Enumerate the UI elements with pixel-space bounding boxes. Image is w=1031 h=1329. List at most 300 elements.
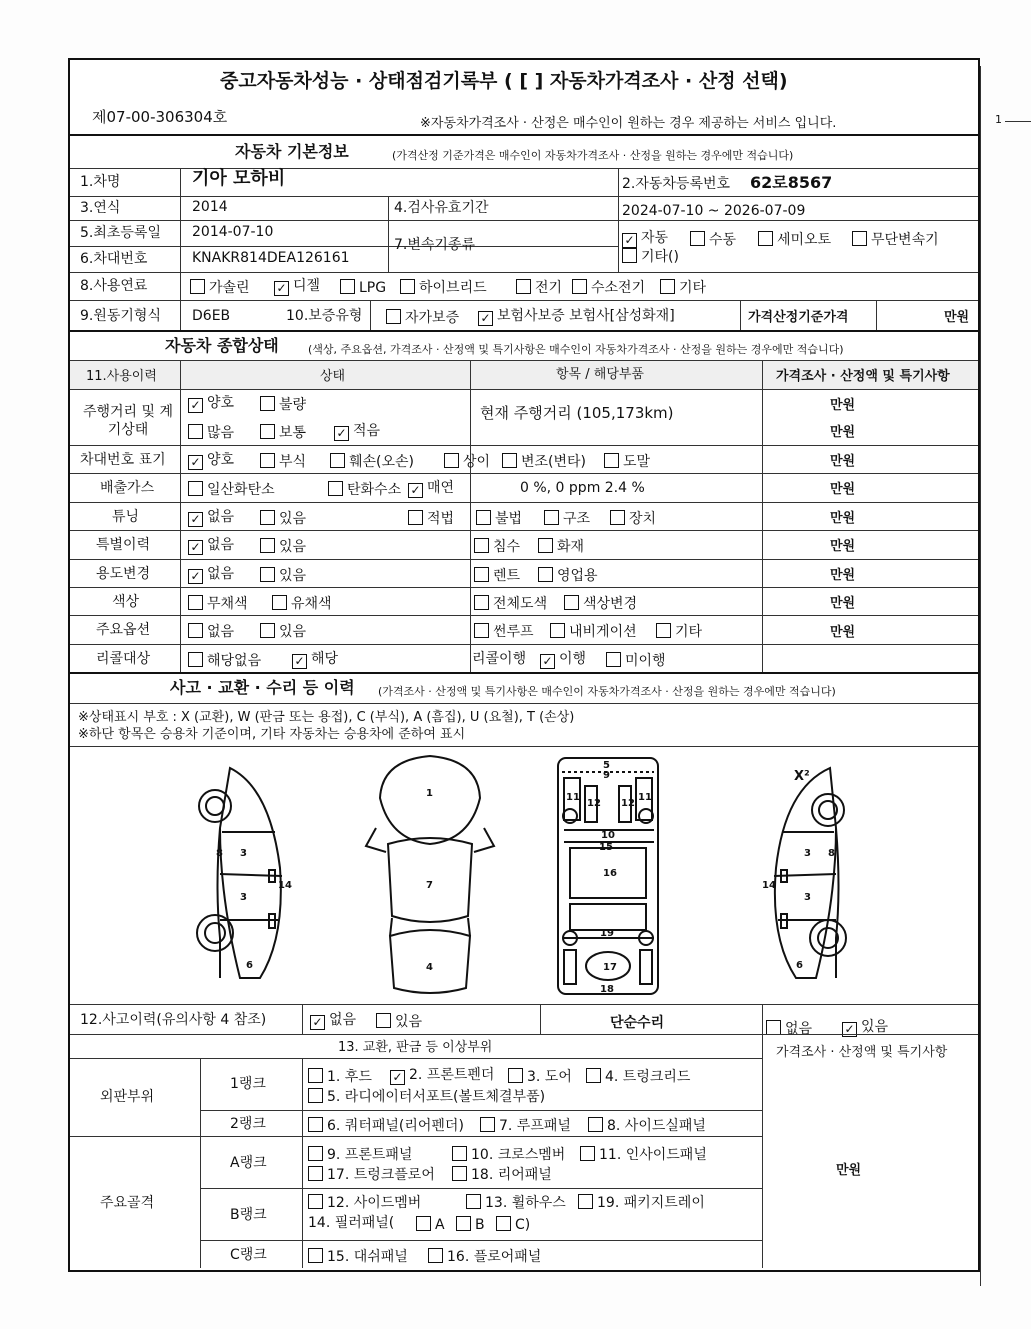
- option-label: 전기: [535, 280, 563, 296]
- vin-value: KNAKR814DEA126161: [192, 250, 350, 266]
- first-reg-label: 5.최초등록일: [80, 225, 161, 241]
- rank2-r-option[interactable]: [588, 1117, 706, 1133]
- rankA-r1-option[interactable]: [308, 1146, 412, 1162]
- option-label: 없음: [207, 624, 235, 640]
- checkbox-icon[interactable]: [476, 510, 491, 525]
- emission-values: 0 %, 0 ppm 2.4 %: [520, 480, 645, 496]
- rank1-r2-option[interactable]: [308, 1088, 545, 1104]
- vin-mark-opts-option[interactable]: [330, 453, 414, 469]
- year-label: 3.연식: [80, 200, 121, 216]
- price-base-label: 가격산정기준가격: [748, 310, 849, 325]
- checkbox-icon[interactable]: [444, 453, 459, 468]
- special-items-option[interactable]: [538, 538, 584, 554]
- rankB-r2-option[interactable]: [456, 1216, 485, 1232]
- recall-done-opts-option[interactable]: [606, 652, 666, 668]
- odo-price-unit-2: 만원: [830, 425, 856, 440]
- checkbox-icon[interactable]: [428, 1248, 443, 1263]
- checkbox-icon[interactable]: [622, 233, 637, 248]
- option-label: 보통: [279, 425, 307, 441]
- reg-no-label: 2.자동차등록번호: [622, 176, 731, 192]
- vin-mark-opts-option[interactable]: [502, 453, 586, 469]
- purpose-opts-option[interactable]: [260, 567, 306, 583]
- accident-note: (가격조사 · 산정액 및 특기사항은 매수인이 자동차가격조사 · 산정을 원하는 경우에만 적습니다): [378, 685, 836, 698]
- first-reg-value: 2014-07-10: [192, 224, 274, 240]
- option-label: 유채색: [291, 596, 332, 612]
- purpose-items-option[interactable]: [538, 567, 598, 583]
- option-label: 훼손(오손): [349, 454, 415, 470]
- simple-repair-label: 단순수리: [610, 1015, 665, 1031]
- checkbox-icon[interactable]: [340, 279, 355, 294]
- odo-r2-option[interactable]: [260, 424, 306, 440]
- checkbox-icon[interactable]: [330, 453, 345, 468]
- checkbox-icon[interactable]: [260, 396, 275, 411]
- checkbox-icon[interactable]: [308, 1248, 323, 1263]
- trans-opts-option[interactable]: [852, 231, 939, 247]
- recall-opts-option[interactable]: [188, 652, 261, 668]
- svg-text:3: 3: [804, 892, 811, 903]
- checkbox-icon[interactable]: [292, 654, 307, 669]
- option-label: 수동: [709, 232, 737, 248]
- parts-price-unit: 만원: [836, 1163, 862, 1178]
- special-items-option[interactable]: [474, 538, 520, 554]
- option-label: 구조: [563, 511, 591, 527]
- checkbox-icon[interactable]: [274, 281, 289, 296]
- car-left-side-view: [197, 768, 282, 978]
- checkbox-icon[interactable]: [308, 1194, 323, 1209]
- checkbox-icon[interactable]: [466, 1194, 481, 1209]
- engine-label: 9.원동기형식: [80, 308, 161, 324]
- option-label: 무단변속기: [871, 232, 939, 248]
- checkbox-icon[interactable]: [852, 231, 867, 246]
- options-items-option[interactable]: [550, 623, 637, 639]
- checkbox-icon[interactable]: [474, 538, 489, 553]
- rankA-r1-option[interactable]: [580, 1146, 707, 1162]
- reg-no-value: 62로8567: [750, 173, 833, 192]
- rank1-r1-option[interactable]: [390, 1068, 494, 1085]
- svg-text:19: 19: [600, 928, 614, 939]
- checkbox-icon[interactable]: [260, 567, 275, 582]
- option-label: 19. 패키지트레이: [597, 1195, 705, 1211]
- tuning-label: 튜닝: [112, 509, 140, 525]
- rank2-label: 2랭크: [230, 1116, 266, 1132]
- option-label: 9. 프론트패널: [327, 1147, 413, 1163]
- option-label: 2. 프론트펜더: [409, 1067, 495, 1083]
- rankA-label: A랭크: [230, 1155, 267, 1171]
- history-opts-option[interactable]: [376, 1013, 422, 1029]
- special-opts-option[interactable]: [188, 538, 234, 555]
- svg-text:17: 17: [603, 962, 617, 973]
- trans-opts-option[interactable]: [758, 231, 831, 247]
- checkbox-icon[interactable]: [606, 652, 621, 667]
- checkbox-icon[interactable]: [690, 231, 705, 246]
- tuning-opts-option[interactable]: [188, 510, 234, 527]
- emission-opts-option[interactable]: [188, 481, 275, 497]
- checkbox-icon[interactable]: [610, 510, 625, 525]
- option-label: 양호: [207, 452, 235, 468]
- svg-text:7: 7: [426, 880, 433, 891]
- option-label: 무채색: [207, 596, 248, 612]
- odo-price-unit-1: 만원: [830, 398, 856, 413]
- col-item: 항목 / 해당부품: [556, 367, 644, 382]
- rankB-r2-option[interactable]: [496, 1216, 530, 1232]
- checkbox-icon[interactable]: [188, 595, 203, 610]
- option-label: 없음: [207, 566, 235, 582]
- checkbox-icon[interactable]: [308, 1117, 323, 1132]
- checkbox-icon[interactable]: [478, 311, 493, 326]
- vin-mark-opts-option[interactable]: [444, 453, 490, 469]
- adjacent-page-mark: 1: [995, 113, 1002, 126]
- checkbox-icon[interactable]: [408, 510, 423, 525]
- checkbox-icon[interactable]: [656, 623, 671, 638]
- checkbox-icon[interactable]: [188, 455, 203, 470]
- tuning-items-option[interactable]: [408, 510, 454, 526]
- recall-opts-option[interactable]: [292, 652, 338, 669]
- option-label: 있음: [279, 568, 307, 584]
- checkbox-icon[interactable]: [572, 279, 587, 294]
- checkbox-icon[interactable]: [766, 1020, 781, 1035]
- option-label: 해당: [311, 651, 339, 667]
- vin-price-unit: 만원: [830, 454, 856, 469]
- svg-text:10: 10: [601, 830, 615, 841]
- trans-opts-option[interactable]: [622, 231, 668, 248]
- checkbox-icon[interactable]: [544, 510, 559, 525]
- option-label: 수소전기: [591, 280, 646, 296]
- warranty-opts-option[interactable]: [386, 309, 459, 325]
- options-label: 주요옵션: [96, 622, 151, 638]
- options-items-option[interactable]: [656, 623, 702, 639]
- checkbox-icon[interactable]: [474, 567, 489, 582]
- fuel-label: 8.사용연료: [80, 278, 148, 294]
- option-label: 적법: [427, 511, 455, 527]
- color-items-option[interactable]: [564, 595, 637, 611]
- rankA-r2-option[interactable]: [308, 1166, 435, 1182]
- fuel-opts-option[interactable]: [516, 279, 562, 295]
- option-label: 12. 사이드멤버: [327, 1195, 422, 1211]
- checkbox-icon[interactable]: [188, 512, 203, 527]
- checkbox-icon[interactable]: [260, 510, 275, 525]
- option-label: 있음: [279, 539, 307, 555]
- fuel-opts-option[interactable]: [400, 279, 487, 295]
- color-opts-option[interactable]: [188, 595, 248, 611]
- option-label: 불량: [279, 397, 307, 413]
- special-price-unit: 만원: [830, 539, 856, 554]
- adjacent-page-edge: [980, 66, 1031, 1286]
- rank1-r1-option[interactable]: [586, 1068, 690, 1084]
- recall-done-opts-option[interactable]: [540, 652, 586, 669]
- svg-text:1: 1: [426, 788, 433, 799]
- option-label: B: [475, 1217, 485, 1233]
- checkbox-icon[interactable]: [400, 279, 415, 294]
- checkbox-icon[interactable]: [580, 1146, 595, 1161]
- overall-title: 자동차 종합상태: [165, 336, 279, 355]
- option-label: 11. 인사이드패널: [599, 1147, 707, 1163]
- option-label: 없음: [785, 1021, 813, 1037]
- checkbox-icon[interactable]: [538, 538, 553, 553]
- rankB-r1-option[interactable]: [466, 1194, 566, 1210]
- fuel-opts-option[interactable]: [660, 279, 706, 295]
- frame-label: 주요골격: [100, 1195, 155, 1211]
- option-label: 기타: [679, 280, 707, 296]
- year-value: 2014: [192, 199, 228, 215]
- basic-info-note: (가격산정 기준가격은 매수인이 자동차가격조사 · 산정을 원하는 경우에만 적습니다): [392, 149, 794, 162]
- option-label: 영업용: [557, 568, 598, 584]
- option-label: 변조(변타): [521, 454, 587, 470]
- fuel-opts-option[interactable]: [190, 279, 250, 295]
- parts-header: 13. 교환, 판금 등 이상부위: [338, 1040, 493, 1055]
- rankB-r1-option[interactable]: [308, 1194, 421, 1210]
- option-label: 해당없음: [207, 653, 262, 669]
- option-label: 전체도색: [493, 596, 548, 612]
- odo-r2-option[interactable]: [188, 424, 234, 440]
- option-label: 자가보증: [405, 310, 460, 326]
- tuning-price-unit: 만원: [830, 511, 856, 526]
- history-opts-option[interactable]: [310, 1013, 356, 1030]
- checkbox-icon[interactable]: [308, 1068, 323, 1083]
- recall-label: 리콜대상: [96, 651, 151, 667]
- option-label: 내비게이션: [569, 624, 637, 640]
- fuel-opts-option[interactable]: [340, 279, 386, 295]
- checkbox-icon[interactable]: [480, 1117, 495, 1132]
- svg-text:14: 14: [762, 880, 776, 891]
- rankB-r2-option[interactable]: [416, 1216, 445, 1232]
- checkbox-icon[interactable]: [308, 1166, 323, 1181]
- option-label: 자동: [641, 230, 669, 246]
- trans-opts-option[interactable]: [622, 248, 679, 264]
- tuning-items-option[interactable]: [544, 510, 590, 526]
- svg-text:16: 16: [603, 868, 617, 879]
- checkbox-icon[interactable]: [416, 1216, 431, 1231]
- svg-text:12: 12: [587, 798, 601, 809]
- checkbox-icon[interactable]: [308, 1088, 323, 1103]
- car-name-label: 1.차명: [80, 174, 121, 190]
- checkbox-icon[interactable]: [456, 1216, 471, 1231]
- svg-text:6: 6: [796, 960, 803, 971]
- option-label: 이행: [559, 651, 587, 667]
- trans-label: 7.변속기종류: [394, 237, 475, 253]
- option-label: 하이브리드: [419, 280, 487, 296]
- checkbox-icon[interactable]: [508, 1068, 523, 1083]
- option-label: 3. 도어: [527, 1069, 572, 1085]
- checkbox-icon[interactable]: [452, 1166, 467, 1181]
- option-label: 도말: [623, 454, 651, 470]
- option-label: 침수: [493, 539, 521, 555]
- color-opts-option[interactable]: [272, 595, 332, 611]
- checkbox-icon[interactable]: [604, 453, 619, 468]
- checkbox-icon[interactable]: [260, 424, 275, 439]
- diagram-mark: X²: [794, 769, 810, 784]
- checkbox-icon[interactable]: [408, 483, 423, 498]
- odo-r1-option[interactable]: [260, 396, 306, 412]
- svg-text:3: 3: [240, 892, 247, 903]
- checkbox-icon[interactable]: [188, 652, 203, 667]
- pillar-label: 14. 필러패널(: [308, 1215, 395, 1231]
- checkbox-icon[interactable]: [386, 309, 401, 324]
- checkbox-icon[interactable]: [586, 1068, 601, 1083]
- checkbox-icon[interactable]: [758, 231, 773, 246]
- purpose-label: 용도변경: [96, 566, 151, 582]
- checkbox-icon[interactable]: [474, 595, 489, 610]
- rankC-r-option[interactable]: [428, 1248, 541, 1264]
- rankC-r-option[interactable]: [308, 1248, 408, 1264]
- option-label: 없음: [207, 537, 235, 553]
- rank1-r1-option[interactable]: [508, 1068, 572, 1084]
- odo-r1-option[interactable]: [188, 396, 234, 413]
- overall-note: (색상, 주요옵션, 가격조사 · 산정액 및 특기사항은 매수인이 자동차가격조사 · 산정을 원하는 경우에만 적습니다): [308, 343, 844, 356]
- emission-opts-option[interactable]: [328, 481, 401, 497]
- checkbox-icon[interactable]: [310, 1015, 325, 1030]
- option-label: 1. 후드: [327, 1069, 372, 1085]
- tuning-items-option[interactable]: [476, 510, 522, 526]
- special-opts-option[interactable]: [260, 538, 306, 554]
- svg-text:18: 18: [600, 984, 614, 995]
- rank1-label: 1랭크: [230, 1076, 266, 1092]
- rankB-r1-option[interactable]: [578, 1194, 705, 1210]
- exterior-label: 외판부위: [100, 1089, 155, 1105]
- option-label: LPG: [359, 280, 387, 296]
- option-label: 18. 리어패널: [471, 1167, 552, 1183]
- checkbox-icon[interactable]: [496, 1216, 511, 1231]
- document-title: 중고자동차성능 · 상태점검기록부 ( [ ] 자동차가격조사 · 산정 선택): [220, 70, 788, 92]
- rank1-r1-option[interactable]: [308, 1068, 372, 1084]
- color-items-option[interactable]: [474, 595, 547, 611]
- checkbox-icon[interactable]: [190, 279, 205, 294]
- option-label: 색상변경: [583, 596, 638, 612]
- col-state: 상태: [320, 369, 346, 384]
- option-label: 8. 사이드실패널: [607, 1118, 706, 1134]
- options-opts-option[interactable]: [188, 623, 234, 639]
- option-label: 장치: [629, 511, 657, 527]
- option-label: 17. 트렁크플로어: [327, 1167, 435, 1183]
- emission-label: 배출가스: [100, 480, 155, 496]
- checkbox-icon[interactable]: [334, 426, 349, 441]
- checkbox-icon[interactable]: [260, 623, 275, 638]
- svg-text:9: 9: [603, 770, 610, 781]
- checkbox-icon[interactable]: [260, 453, 275, 468]
- checkbox-icon[interactable]: [188, 540, 203, 555]
- option-label: 부식: [279, 454, 307, 470]
- warranty-label: 10.보증유형: [286, 308, 363, 324]
- odometer-label: 주행거리 및 계기상태: [82, 404, 174, 438]
- vin-mark-opts-option[interactable]: [604, 453, 650, 469]
- options-price-unit: 만원: [830, 625, 856, 640]
- purpose-price-unit: 만원: [830, 568, 856, 583]
- purpose-opts-option[interactable]: [188, 567, 234, 584]
- checkbox-icon[interactable]: [376, 1013, 391, 1028]
- price-base-unit: 만원: [944, 310, 970, 325]
- odo-r2-option[interactable]: [334, 424, 380, 441]
- checkbox-icon[interactable]: [622, 248, 637, 263]
- checkbox-icon[interactable]: [540, 654, 555, 669]
- checkbox-icon[interactable]: [328, 481, 343, 496]
- engine-value: D6EB: [192, 308, 231, 324]
- svg-text:8: 8: [828, 848, 835, 859]
- recall-done-label: 리콜이행: [472, 651, 527, 667]
- option-label: C): [515, 1217, 531, 1233]
- checkbox-icon[interactable]: [260, 538, 275, 553]
- rankB-label: B랭크: [230, 1207, 267, 1223]
- rank2-r-option[interactable]: [480, 1117, 571, 1133]
- checkbox-icon[interactable]: [550, 623, 565, 638]
- validity-value: 2024-07-10 ~ 2026-07-09: [622, 203, 806, 219]
- option-label: 16. 플로어패널: [447, 1249, 542, 1265]
- checkbox-icon[interactable]: [188, 569, 203, 584]
- option-label: 6. 쿼터패널(리어펜더): [327, 1118, 464, 1134]
- checkbox-icon[interactable]: [452, 1146, 467, 1161]
- checkbox-icon[interactable]: [188, 424, 203, 439]
- trans-opts-option[interactable]: [690, 231, 736, 247]
- checkbox-icon[interactable]: [578, 1194, 593, 1209]
- svg-text:6: 6: [246, 960, 253, 971]
- option-label: 5. 라디에이터서포트(볼트체결부품): [327, 1089, 546, 1105]
- checkbox-icon[interactable]: [564, 595, 579, 610]
- option-label: 있음: [279, 511, 307, 527]
- options-items-option[interactable]: [474, 623, 534, 639]
- checkbox-icon[interactable]: [502, 453, 517, 468]
- svg-text:11: 11: [566, 792, 580, 803]
- mileage-value: 현재 주행거리 (105,173km): [480, 404, 674, 422]
- validity-label: 4.검사유효기간: [394, 200, 489, 216]
- checkbox-icon[interactable]: [538, 567, 553, 582]
- vin-mark-opts-option[interactable]: [260, 453, 306, 469]
- rankA-r1-option[interactable]: [452, 1146, 565, 1162]
- option-label: 화재: [557, 539, 585, 555]
- vin-mark-opts-option[interactable]: [188, 453, 234, 470]
- legend-line-1: ※상태표시 부호 : X (교환), W (판금 또는 용접), C (부식), A (흠집), U (요철), T (손상): [78, 710, 575, 725]
- car-right-side-view: [774, 768, 846, 978]
- rank2-r-option[interactable]: [308, 1117, 464, 1133]
- options-opts-option[interactable]: [260, 623, 306, 639]
- vin-mark-label: 차대번호 표기: [80, 452, 166, 468]
- option-label: 세미오토: [777, 232, 832, 248]
- tuning-opts-option[interactable]: [260, 510, 306, 526]
- vin-label: 6.차대번호: [80, 251, 148, 267]
- option-label: 탄화수소: [347, 482, 402, 498]
- warranty-opts-option[interactable]: [478, 309, 675, 326]
- option-label: 있음: [861, 1019, 889, 1035]
- car-name-value: 기아 모하비: [192, 168, 286, 189]
- inspection-record-sheet: [68, 58, 980, 1272]
- option-label: 많음: [207, 425, 235, 441]
- option-label: 15. 대쉬패널: [327, 1249, 408, 1265]
- checkbox-icon[interactable]: [660, 279, 675, 294]
- color-label: 색상: [112, 594, 140, 610]
- option-label: 기타(): [641, 249, 679, 265]
- checkbox-icon[interactable]: [516, 279, 531, 294]
- svg-text:3: 3: [240, 848, 247, 859]
- checkbox-icon[interactable]: [188, 623, 203, 638]
- option-label: 4. 트렁크리드: [605, 1069, 691, 1085]
- price-header: 가격조사 · 산정액 및 특기사항: [776, 1045, 948, 1060]
- fuel-opts-option[interactable]: [274, 279, 320, 296]
- option-label: 7. 루프패널: [499, 1118, 571, 1134]
- option-label: 가솔린: [209, 280, 250, 296]
- rankA-r2-option[interactable]: [452, 1166, 552, 1182]
- checkbox-icon[interactable]: [188, 398, 203, 413]
- purpose-items-option[interactable]: [474, 567, 520, 583]
- tuning-items-option[interactable]: [610, 510, 656, 526]
- checkbox-icon[interactable]: [588, 1117, 603, 1132]
- fuel-opts-option[interactable]: [572, 279, 645, 295]
- emission-opts-option[interactable]: [408, 481, 454, 498]
- checkbox-icon[interactable]: [308, 1146, 323, 1161]
- checkbox-icon[interactable]: [474, 623, 489, 638]
- option-label: 기타: [675, 624, 703, 640]
- checkbox-icon[interactable]: [272, 595, 287, 610]
- option-label: 상이: [463, 454, 491, 470]
- checkbox-icon[interactable]: [390, 1070, 405, 1085]
- checkbox-icon[interactable]: [188, 481, 203, 496]
- history-label: 12.사고이력(유의사항 4 참조): [80, 1012, 267, 1028]
